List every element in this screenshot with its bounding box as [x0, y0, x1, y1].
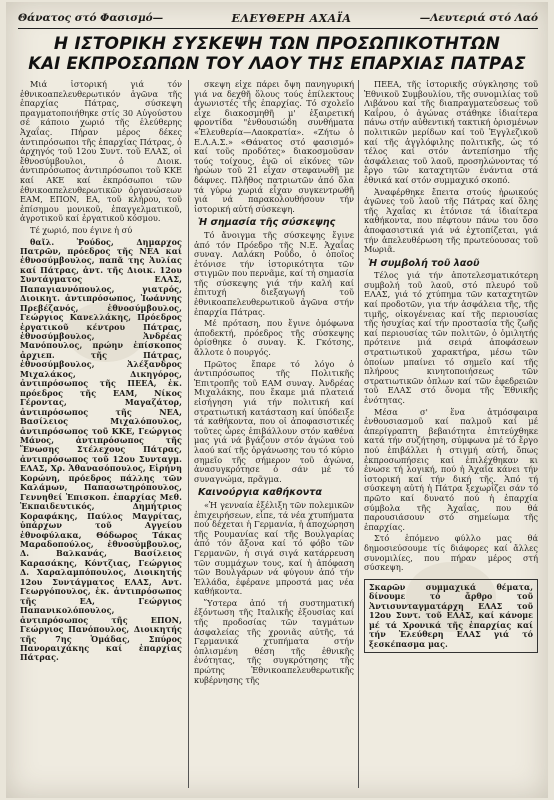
column-divider [188, 80, 189, 788]
column-divider [358, 80, 359, 788]
masthead-left-slogan: Θάνατος στό Φασισμό— [18, 12, 164, 24]
subheading: Ἡ συμβολή τοῦ λαοῦ [368, 257, 480, 269]
paragraph: Στό ἑπόμενο φύλλο μας θά δημοσιεύσουμε τίς διάφορες καί ἄλλες συνομιλίες, που πήραν μέρος στή σύσκεψη. [364, 533, 538, 573]
article-column-3 [364, 80, 538, 792]
paragraph: «Ἡ γενναία ἐξέλιξη τῶν πολεμικῶν ἐπιχειρήσεων, εἶπε, τά νέα χτυπήματα πού δέχεται ἡ Γερμανία, ἡ ἀποχώρηση τῆς Ρουμανίας καί τῆς Βουλγαρίας ἀπό τόν ἄξονα καί τό φόβο τῶν Γερμανῶν, ἡ σιγά σιγά κατάρρευση τῶν συμμάχων τους, καί ἡ ἀπόφαση τῶν Βουλγάρων νά φύγουν ἀπό τήν Ἑλλάδα, ἐφέρανε μπροστά μας νέα καθήκοντα. [194, 499, 354, 597]
paragraph: Τέλος γιά τήν ἀποτελεσματικότερη συμβολή τοῦ λαοῦ, στό πλευρό τοῦ ΕΛΑΣ, γιά τό χτύπημα τῶν καταχτητῶν καί προδοτῶν, για τήν ἀσφάλεια τῆς, τῆς τιμῆς, οἰκογένειας καί τῆς περιουσίας τῆς ἡσυχίας καί τήν προστασία τῆς ζωῆς καί περιουσίας τῶν πολιτῶν, ὁ ὁμιλητής πρότεινε μιά σειρά ἀποφάσεων στρατιωτικοῦ χαρακτήρα, μέσω τῶν ὁποίων μπαίνει τό σημεῖο καί τῆς πλήρους κινητοποιήσεως τῶν στρατιωτικῶν ὁπλων καί τῶν ἐφεδρειῶν τοῦ ΕΛΑΣ στό ὄνομα τῆς Ἐθνικῆς ἑνότητας. [364, 270, 538, 405]
paragraph: Μέσα σ' ἕνα ἀτμόσφαιρα ἐνθουσιασμοῦ καί παλμοῦ καί μέ ἀπερίγραπτη βεβαιότητα ἐπιτεύχθηκε κατά τήν συζήτηση, σύμφωνα μέ τό ἔργο πού ἐπιβάλλει ἡ στιγμή αὐτή, ὅπως ἐκπροσωπήσεις καί ἐπιλέχθηκαν κι ἐνωσε τή λογική, πού ἡ Ἀχαΐα κάνει τήν ἱστορική καί τήν δική τῆς. Ἀπό τή σύσκεψη αὐτή ἡ Πάτρα ξεχωρίζει σάν τό πρῶτο καί δυνατό πού ἡ ἐπαρχία σύμβολα τῆς Ἀχαΐας, που θά παρουσιάσουν στό σημείωμα τῆς ἐπαρχίας. [364, 406, 538, 532]
article-column-1 [20, 80, 182, 792]
transition-paragraph: Τέ χωριό, που έγινε ἡ σύ [30, 224, 133, 235]
paragraph: Ὕστερα ἀπό τή συστηματική ἐξόντωση τῆς Ιταλικῆς ἐξουσίας καί τῆς προδοσίας τῶν ταγμάτων ἀσφαλείας τῆς χρονιᾶς αὐτῆς, τά Γερμανικά χτυπήματα στήν ὁπλισμένη θέση τῆς ἐθνικῆς ἐνότητας, τῆς συγκρότησης τῆς πρώτης Ἐθνικοαπελευθερωτικῆς κυβέρνησης τῆς [194, 597, 354, 685]
participants-list: θαῖλ. Ῥούδος, Δημαρχος Πατρῶν, πρόεδρος τῆς ΝΕΑ καί ἐθνοσύμβουλος, παπᾶ της Ἀυλίας καί Πάτρας, ἀντ. τῆς Διοικ. 12ου Συντάγματος ΕΛΑΣ, Παπαγιαννόπουλος, γιατρός, Διοικητ. ἀντιπρόσωπος, Ἰωάννης Πρεβέζανός, ἐθνοσύμβουλος, Γεώργιος Κανελλάκης, Πρόεδρος ἐργατικοῦ κέντρου Πάτρας, ἐθνοσύμβουλος, Ἀνδρέας Μανόπουλος, πρώην ἐπίσκοπος ἀρχιεπ. τῆς Πάτρας, ἐθνοσύμβουλος, Ἀλέξανδρος Μιχαλάκος, Δικηγόρος, ἀντιπρόσωπος τῆς ΠΕΕΑ, ἐκ. πρόεδρος τῆς ΕΑΜ, Νίκος Γέροντας, Μαγαζάτορ, ἀντιπρόσωπος τῆς ΝΕΑ, Βασίλειος Μιχαλόπουλος, ἀντιπρόσωπος τοῦ ΚΚΕ, Γεώργιος Μάνος, ἀντιπρόσωπος τῆς Ἕνωσης Στέλεχους Πάτρας, ἀντιπρόσωπος τοῦ 12ου Συνταγμ. ΕΛΑΣ, Χρ. Ἀθανασόπουλος, Εἰρήνη Κορώνη, πρόεδρος πάλλης τῶν Καλάμων, Παπασωτηρόπουλος, Γεννηθεί Ἐπισκοπ. ἐπαρχίας Μεθ. Ἐκπαιδευτικός, Δημήτριος Κοραφάκης, Παύλος Μαγρίτας, ὑπάρχων τοῦ Αγγείου ἐθνοφύλακα, Θόδωρος Τάκας Μαραδοπούλος, ἐθνοσύμβουλος, Δ. Βαλκανάς, Βασίλειος Καρασάκης, Κόντζιας, Γεώργιος Δ. Χαραλαμπόπουλος, Διοικητής 12ου Συντάγματος ΕΛΑΣ, Αντ. Γεωργόπουλος, ἐκ. ἀντιπρόσωπος τῆς ΕΑ, Γεώργιος Παπανικολόπουλος, ἀντιπρόσωπος τῆς ΕΠΟΝ, Γεώργιος Πανόπουλος, Διοικητής τῆς 7ης Ὁμάδας, Σπύρος Πανοραιχάκης καί ἐπαρχίας Πάτρας. [20, 236, 182, 663]
paper-stain [406, 562, 496, 632]
subheading: Ἡ σημασία τῆς σύσκεψης [198, 217, 336, 229]
masthead [18, 8, 538, 29]
masthead-right-slogan: —Λευτεριά στό Λαό [419, 12, 538, 24]
paragraph: ΠΕΕΑ, τῆς ἱστορικῆς σύγκλησης τοῦ Ἐθνικοῦ Συμβουλίου, τῆς συνομιλίας τοῦ Λιβάνου καί τῆς διαπραγματεύσεως τοῦ Καΐρου, ὁ ἀγώνας στάθηκε ἰδιαίτερα πάνω στήν αὐθεντική τακτική ὁρισμένων πολιτικῶν μερίδων καί τοῦ Ἐγγλεζικοῦ καί τῆς ἀγγλόφιλης πολιτικῆς, ὡς τό τέλος καί στόν ἀντεπίσημο τῆς ἀσφάλειας τοῦ λαοῦ, προσηλώνοντας τό ἔργο τῶν καταχτητῶν ἐνάντια στά ἐθνικά καί στόν συμμαχικό σκοπό. [364, 80, 538, 185]
paragraph: Μέ πρόταση, που ἔγινε ὁμόφωνα ἀποδεκτή, πρόεδρος τῆς σύσκεψης ὁρίσθηκε ὁ συναγ. Κ. Γκότσης, ἄλλοτε ὁ πουργός. [194, 318, 354, 358]
editorial-note-box: Σκαρῶν συμμαχικά θέματα, δίνουμε τό ἄρθρο τοῦ Ἀντισυνταγματάρχη ΕΛΑΣ τοῦ 12ου Συντ. τοῦ ΕΛΑΣ, καί κάνομε μέ τά Χρονικά τῆς ἐπαρχίας καί τήν Ἐλεύθερη ΕΛΑΣ γιά τό ξεσκέπασμα μας. [364, 579, 538, 654]
newspaper-page [6, 2, 548, 798]
headline-line-2: ΚΑΙ ΕΚΠΡΟΣΩΠΩΝ ΤΟΥ ΛΑΟΥ ΤΗΣ ΕΠΑΡΧΙΑΣ ΠΑΤΡΑΣ [28, 54, 526, 73]
paragraph: Πρῶτος ἔπαρε τό λόγο ὁ ἀντιπρόσωπος τῆς Πολιτικῆς Ἐπιτροπῆς τοῦ ΕΑΜ συναγ. Ἀνδρέας Μιχαλάκης, που ἔκαμε μιά πλατειά εἰσήγηση γιά τήν πολιτική καί στρατιωτική κατάσταση καί ὑπόδειξε τά καθήκοντα, που οἱ ἀποφασιστικές τοῦτες ὧρες ἐπιβάλλουν στόν καθένα μας γιά νά βγάζουν στόν ἀγώνα τού λαού καί τῆς ὀργάνωσης του τό κύριο σημεῖο τῆς σήμερον τοῦ ἀγώνα, ἀνασυγκρότησε ὁ σάν μέ τό συναγνώμα, πρᾶγμα. [194, 358, 354, 484]
article-headline [16, 34, 538, 74]
paragraph: σκεψη εἶχε πάρει ὄψη πανηγυρική γιά να δεχθῆ ὅλους τούς ἐπίλεκτους ἀγωνιστές τῆς ἐπαρχίας. Τό σχολεῖο εἶχε διακοσμηθῆ μ' ἐξαιρετική φροντίδα "ἐνθουσιώδη συνθήματα «Ἐλευθερία—Λαοκρατία». «Ζήτω ὁ Ε.Λ.Α.Σ.» «Θάνατος στό φασισμό» καί τοῦς προδότες» διακοσμοῦσαν τούς τοίχους, ἐνῶ οἱ εἰκόνες τῶν ἡρώων τοῦ 21 εἶχαν στεφανωθῆ με δάφνες. Πλῆθος πατριωτῶν ἀπό ὅλα τά γύρω χωριά εἶχαν συγκεντρωθῆ γιά νά παρακολουθήσουν τήν ἱστορική αὐτή σύσκεψη. [194, 80, 354, 214]
article-column-2 [194, 80, 354, 792]
newspaper-title: ΕΛΕΥΘΕΡΗ ΑΧΑΪΑ [231, 11, 352, 25]
intro-paragraph: Μιά ἱστορική γιά τόν ἐθνικοαπελευθερωτικόν ἀγῶνα τῆς ἐπαρχίας Πάτρας, σύσκεψη πραγματοποιήθηκε στίς 30 Αὐγούστου σέ κάποιο χωριό τῆς ἐλεύθερης Ἀχαΐας. Πήραν μέρος δέκες ἀντιπρόσωποι τῆς ἐπαρχίας Πάτρας, ὁ ἀρχηγός τοῦ 12ου Συντ. τοῦ ΕΛΑΣ, οἱ ἔθνοσύμβουλοι, ὁ Διοικ. ἀντιπρόσωπος ἀντιπρόσωποι τοῦ ΚΚΕ καί ΑΚΕ καί ἐκπρόσωποι τῶν ἐθνικοαπελευθερωτικῶν ὀργανώσεων ΕΑΜ, ΕΠΟΝ, ΕΑ, τοῦ κλήρου, τοῦ ἐπίσημου μονικοῦ, ἐπαγγελματικοῦ, ἀγροτικοῦ καί ἐργατικοῦ κόσμου. [20, 80, 182, 224]
paper-stain [66, 302, 146, 362]
headline-line-1: Η ΙΣΤΟΡΙΚΗ ΣΥΣΚΕΨΗ ΤΩΝ ΠΡΟΣΩΠΙΚΟΤΗΤΩΝ [53, 34, 501, 54]
paragraph: Ἀναφέρθηκε ἔπειτα στούς ἡρωικούς ἀγῶνες τοῦ λαοῦ τῆς Πάτρας καί ὅλης τῆς Ἀχαΐας κι ἐτόνισε τά ἰδιαίτερα καθήκοντα, που πέφτουν πάνω του ὅσο ἀποφασιστικά γιά νά ἐχτοπίζεται, γιά τήν ἀπελευθέρωση τῆς πρωτεύουσας τοῦ Μωριᾶ. [364, 186, 538, 255]
subheading: Καινούργια καθήκοντα [198, 487, 322, 499]
paragraph: Τό ἄνοιγμα τῆς σύσκεψης ἔγινε ἀπό τόν Πρόεδρο τῆς Ν.Ε. Ἀχαΐας συναγ. Λαλάκη Ροῦδο, ὁ ὁποῖος ἐτόνισε τήν ἱστορικότητα τῶν στιγμῶν που περνᾶμε, καί τή σημασία τῆς σύσκεψης γιά τήν καλή καί ἐπιτυχή διεξαγωγή τοῦ ἐθνικοαπελευθερωτικοῦ ἀγῶνα στήν ἐπαρχία Πάτρας. [194, 229, 354, 317]
